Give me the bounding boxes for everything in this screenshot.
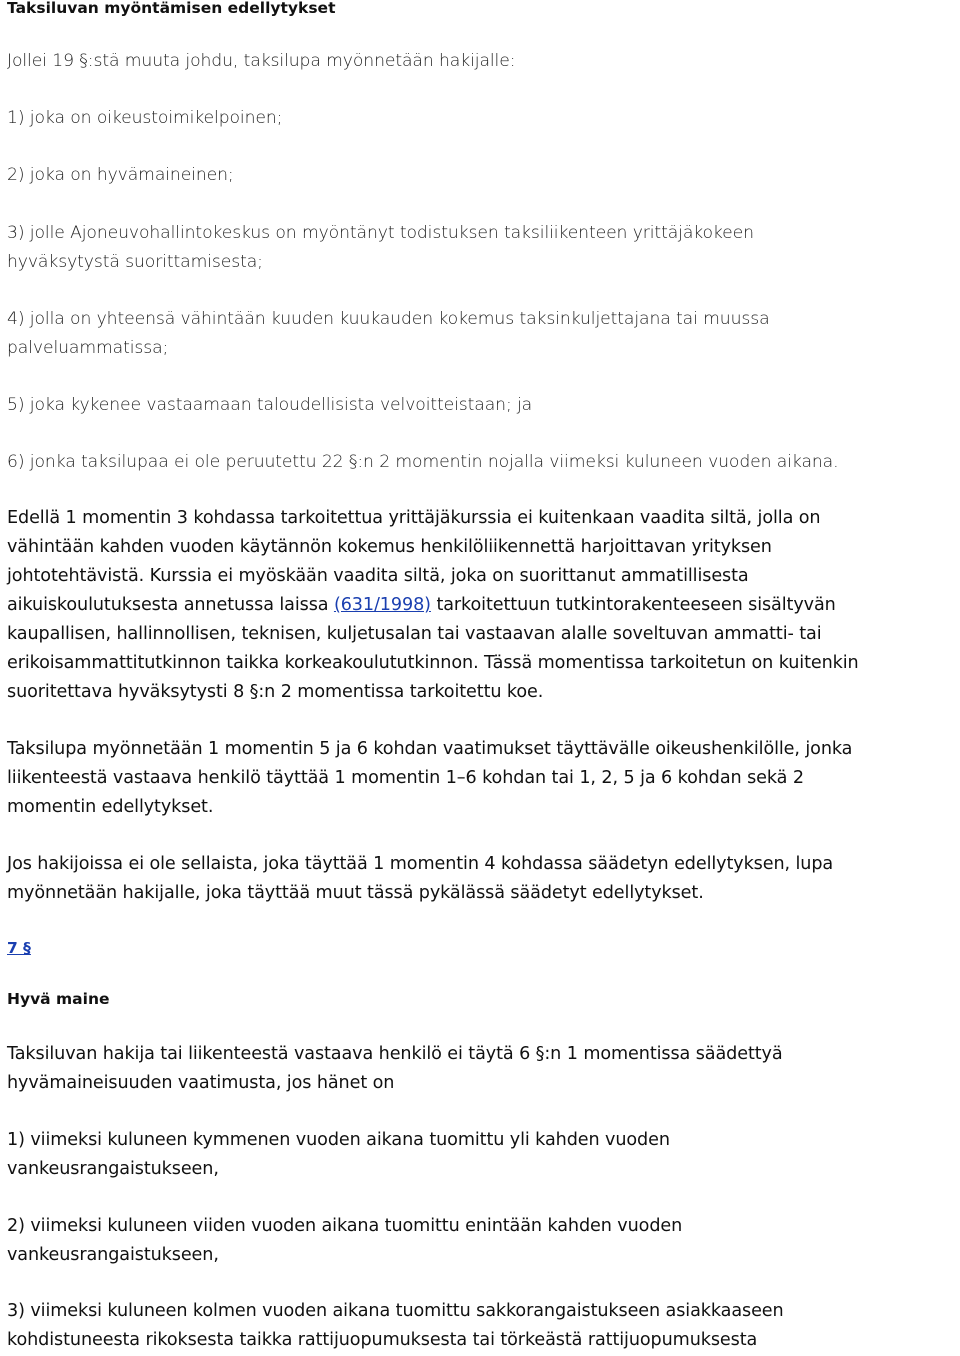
law-reference-link[interactable]: (631/1998): [333, 595, 431, 615]
section-7-link[interactable]: 7 §: [7, 939, 31, 957]
list-item-2: 2) joka on hyvämaineinen;: [7, 165, 234, 185]
paragraph-experience: Jos hakijoissa ei ole sellaista, joka täyttää 1 momentin 4 kohdassa säädetyn edellytyksen, lupa myönnetään hakijalle, joka täyttää muut tässä pykälässä säädetyt edellytykset.: [7, 854, 834, 903]
paragraph-exception: Edellä 1 momentin 3 kohdassa tarkoitettua yrittäjäkurssia ei kuitenkaan vaadita siltä, jolla on vähintään kahden vuoden käytännön kokemus henkilöliikennettä harjoittavan yrityksen johtotehtävistä. Kurssia ei myöskään vaadita siltä, joka on suorittanut ammatillisesta aikuiskoulutuksesta annetussa laissa (631/1998) tarkoitettuun tutkintorakenteeseen sisältyvän kaupallisen, hallinnollisen, teknisen, kuljetusalan tai vastaavan alalle soveltuvan ammatti- tai erikoisammattitutkinnon taikka korkeakoulututkinnon. Tässä momentissa tarkoitetun on kuitenkin suoritettava hyväksytysti 8 §:n 2 momentissa tarkoitettu koe.: [7, 508, 859, 702]
list-item-4: 4) jolla on yhteensä vähintään kuuden kuukauden kokemus taksinkuljettajana tai muussa palveluammatissa;: [7, 309, 770, 358]
list-item-1: 1) joka on oikeustoimikelpoinen;: [7, 108, 283, 128]
paragraph-legal-person: Taksilupa myönnetään 1 momentin 5 ja 6 kohdan vaatimukset täyttävälle oikeushenkilölle, jonka liikenteestä vastaava henkilö täyttää 1 momentin 1–6 kohdan tai 1, 2, 5 ja 6 kohdan sekä 2 momentin edellytykset.: [7, 739, 853, 817]
list-item-3: 3) jolle Ajoneuvohallintokeskus on myöntänyt todistuksen taksiliikenteen yrittäjäkokeen hyväksytystä suorittamisesta;: [7, 223, 754, 272]
section-title: Taksiluvan myöntämisen edellytykset: [7, 0, 336, 17]
list-item-5: 5) joka kykenee vastaamaan taloudellisista velvoitteistaan; ja: [7, 395, 533, 415]
section-link-wrap: [7, 934, 960, 963]
sub-item-1: 1) viimeksi kuluneen kymmenen vuoden aikana tuomittu yli kahden vuoden vankeusrangaistukseen,: [7, 1130, 670, 1179]
list-item-6: 6) jonka taksilupaa ei ole peruutettu 22 §:n 2 momentin nojalla viimeksi kuluneen vuoden aikana.: [7, 452, 839, 472]
paragraph-good-reputation: Taksiluvan hakija tai liikenteestä vastaava henkilö ei täytä 6 §:n 1 momentissa säädettyä hyvämaineisuuden vaatimusta, jos hänet on: [7, 1044, 783, 1093]
sub-item-3: 3) viimeksi kuluneen kolmen vuoden aikana tuomittu sakkorangaistukseen asiakkaaseen kohdistuneesta rikoksesta taikka rattijuopumuksesta tai törkeästä rattijuopumuksesta: [7, 1301, 784, 1350]
intro-paragraph: Jollei 19 §:stä muuta johdu, taksilupa myönnetään hakijalle:: [7, 51, 516, 71]
section2-title: Hyvä maine: [7, 990, 110, 1008]
sub-item-2: 2) viimeksi kuluneen viiden vuoden aikana tuomittu enintään kahden vuoden vankeusrangaistukseen,: [7, 1216, 683, 1265]
